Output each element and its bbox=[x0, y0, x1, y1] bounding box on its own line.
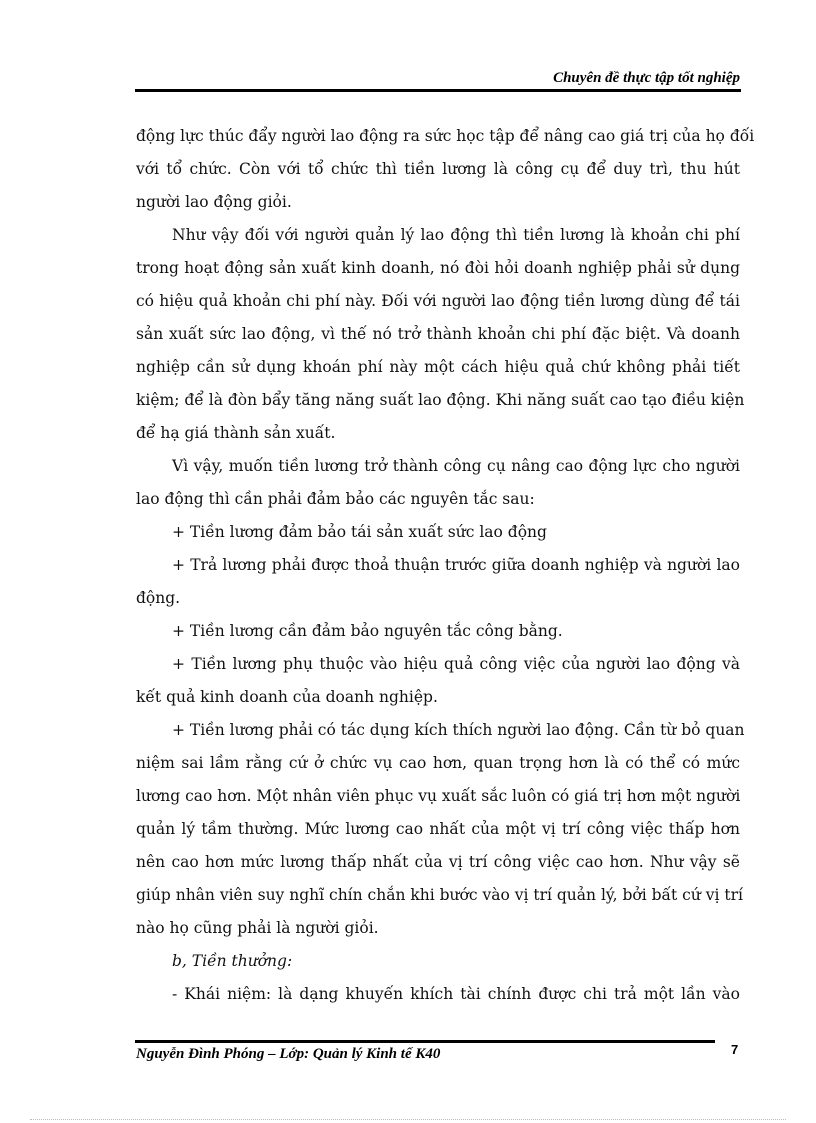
body-line: kết quả kinh doanh của doanh nghiệp. bbox=[136, 688, 438, 706]
body-line: nên cao hơn mức lương thấp nhất của vị trí công việc cao hơn. Như vậy sẽ bbox=[136, 853, 740, 871]
body-line: nghiệp cần sử dụng khoán phí này một cách hiệu quả chứ không phải tiết bbox=[136, 358, 740, 376]
section-heading: b, Tiền thưởng: bbox=[172, 952, 293, 970]
body-line: người lao động giỏi. bbox=[136, 193, 292, 211]
header-rule bbox=[135, 89, 741, 92]
body-line: lương cao hơn. Một nhân viên phục vụ xuất sắc luôn có giá trị hơn một người bbox=[136, 787, 741, 805]
page-number: 7 bbox=[731, 1042, 739, 1057]
body-line: - Khái niệm: là dạng khuyến khích tài chính được chi trả một lần vào bbox=[172, 985, 740, 1003]
body-line: với tổ chức. Còn với tổ chức thì tiền lương là công cụ để duy trì, thu hút bbox=[136, 160, 740, 178]
body-line: + Tiền lương đảm bảo tái sản xuất sức lao động bbox=[172, 523, 547, 541]
running-header-title: Chuyên đề thực tập tốt nghiệp bbox=[553, 70, 740, 86]
body-line: có hiệu quả khoản chi phí này. Đối với người lao động tiền lương dùng để tái bbox=[136, 292, 740, 310]
footer-rule bbox=[135, 1040, 715, 1043]
body-line: sản xuất sức lao động, vì thế nó trở thành khoản chi phí đặc biệt. Và doanh bbox=[136, 325, 740, 343]
body-line: niệm sai lầm rằng cứ ở chức vụ cao hơn, quan trọng hơn là có thể có mức bbox=[136, 754, 740, 772]
body-line: Như vậy đối với người quản lý lao động thì tiền lương là khoản chi phí bbox=[172, 226, 740, 244]
body-line: + Tiền lương phụ thuộc vào hiệu quả công việc của người lao động và bbox=[172, 655, 740, 673]
body-line: + Tiền lương cần đảm bảo nguyên tắc công bằng. bbox=[172, 622, 563, 640]
footer-author-class: Nguyễn Đình Phóng – Lớp: Quản lý Kinh tế K40 bbox=[136, 1046, 441, 1062]
body-line: động. bbox=[136, 589, 181, 607]
body-line: lao động thì cần phải đảm bảo các nguyên tắc sau: bbox=[136, 490, 535, 508]
body-line: nào họ cũng phải là người giỏi. bbox=[136, 919, 379, 937]
body-line: kiệm; để là đòn bẩy tăng năng suất lao động. Khi năng suất cao tạo điều kiện bbox=[136, 391, 745, 409]
body-line: quản lý tầm thường. Mức lương cao nhất của một vị trí công việc thấp hơn bbox=[136, 820, 740, 838]
body-line: Vì vậy, muốn tiền lương trở thành công cụ nâng cao động lực cho người bbox=[172, 457, 740, 475]
page-bottom-border bbox=[30, 1119, 786, 1120]
body-line: + Tiền lương phải có tác dụng kích thích người lao động. Cần từ bỏ quan bbox=[172, 721, 745, 739]
body-line: để hạ giá thành sản xuất. bbox=[136, 424, 336, 442]
body-line: giúp nhân viên suy nghĩ chín chắn khi bước vào vị trí quản lý, bởi bất cứ vị trí bbox=[136, 886, 743, 904]
body-line: động lực thúc đẩy người lao động ra sức học tập để nâng cao giá trị của họ đối bbox=[136, 127, 755, 145]
body-line: + Trả lương phải được thoả thuận trước giữa doanh nghiệp và người lao bbox=[172, 556, 740, 574]
body-line: trong hoạt động sản xuất kinh doanh, nó đòi hỏi doanh nghiệp phải sử dụng bbox=[136, 259, 740, 277]
